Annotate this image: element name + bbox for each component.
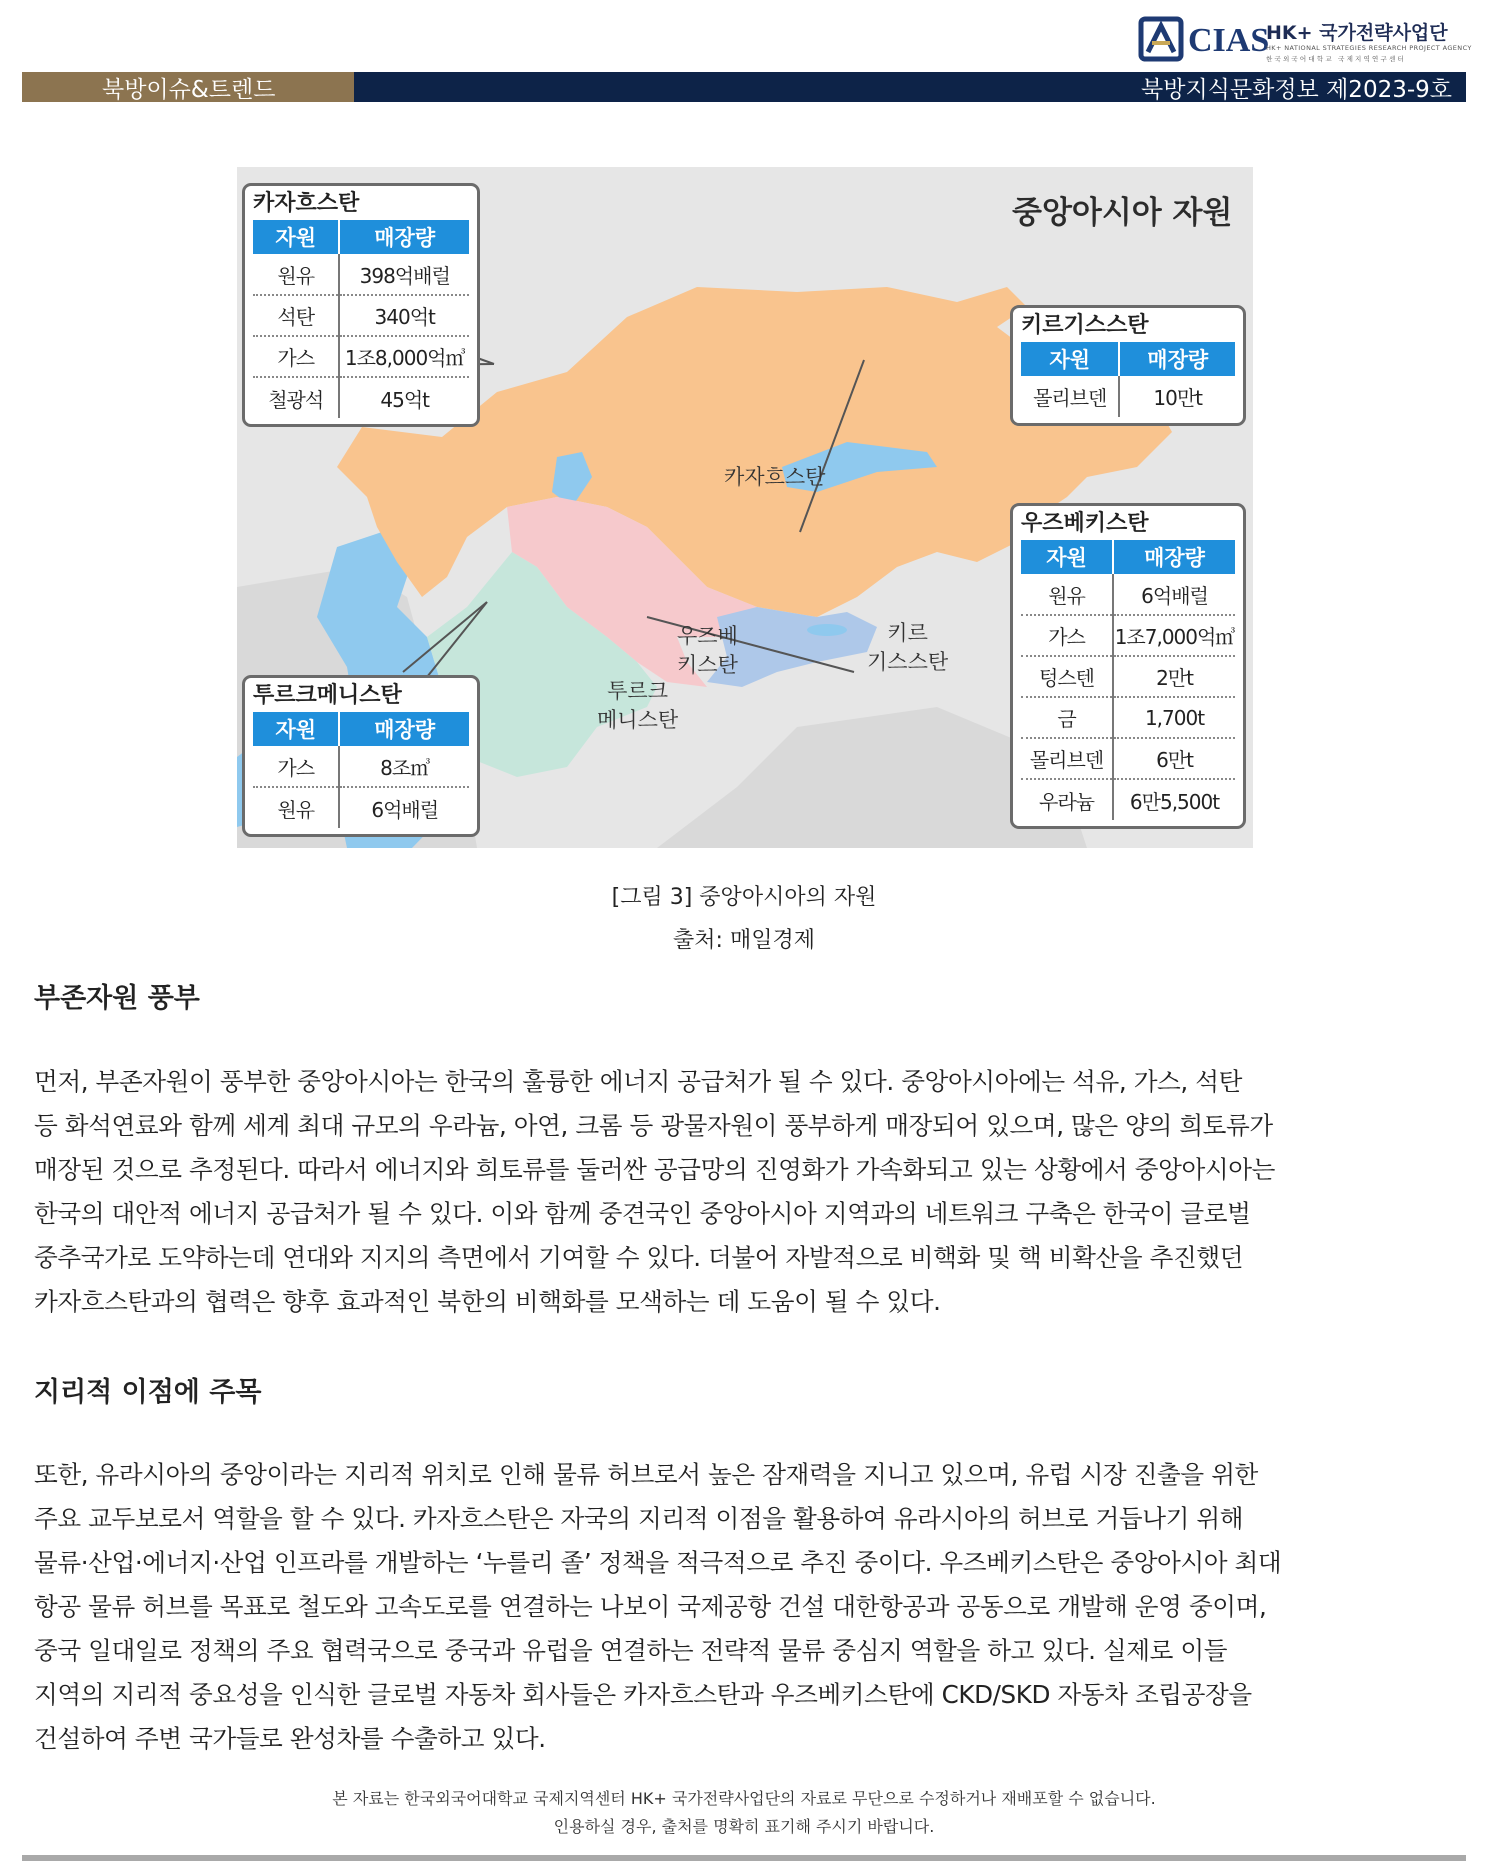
reserves-cell: 340억t (339, 295, 469, 336)
paragraph-line: 지역의 지리적 중요성을 인식한 글로벌 자동차 회사들은 카자흐스탄과 우즈베키스탄에 CKD/SKD 자동차 조립공장을 (34, 1680, 1252, 1709)
section-heading-geography: 지리적 이점에 주목 (34, 1377, 262, 1408)
paragraph-line: 중국 일대일로 정책의 주요 협력국으로 중국과 유럽을 연결하는 전략적 물류 중심지 역할을 하고 있다. 실제로 이들 (34, 1636, 1228, 1665)
section-heading-resources: 부존자원 풍부 (34, 983, 200, 1014)
paragraph-line: 카자흐스탄과의 협력은 향후 효과적인 북한의 비핵화를 모색하는 데 도움이 될 수 있다. (34, 1287, 941, 1316)
paragraph-line: 주요 교두보로서 역할을 할 수 있다. 카자흐스탄은 자국의 지리적 이점을 활용하여 유라시아의 허브로 거듭나기 위해 (34, 1504, 1244, 1533)
paragraph-line: 등 화석연료와 함께 세계 최대 규모의 우라늄, 아연, 크롬 등 광물자원이 풍부하게 매장되어 있으며, 많은 양의 희토류가 (34, 1111, 1273, 1140)
reserves-cell: 398억배럴 (339, 254, 469, 295)
table-row (253, 746, 469, 787)
reserves-cell: 10만t (1153, 386, 1203, 410)
table-row (253, 377, 469, 418)
footer-divider (22, 1855, 1466, 1861)
table-row (253, 787, 469, 828)
resource-cell: 원유 (1021, 574, 1113, 615)
reserves-cell: 6만t (1113, 738, 1235, 779)
map-label-uzbekistan-line2: 키스탄 (677, 653, 738, 677)
section-paragraph-resources (34, 1060, 1454, 1324)
resource-box-kazakhstan (242, 183, 480, 427)
reserves-cell: 6억배럴 (1113, 574, 1235, 615)
resource-box-kyrgyzstan (1010, 305, 1246, 426)
map-label-kyrgyzstan-line2: 기스스탄 (867, 650, 949, 674)
resource-table (1021, 540, 1235, 820)
paragraph-line: 건설하여 주변 국가들로 완성차를 수출하고 있다. (34, 1724, 546, 1753)
resource-cell: 우라늄 (1021, 779, 1113, 820)
section-paragraph-geography (34, 1453, 1454, 1761)
resource-box-title: 키르기스스탄 (1021, 313, 1149, 338)
paragraph-line: 한국의 대안적 에너지 공급처가 될 수 있다. 이와 함께 중견국인 중앙아시아 지역과의 네트워크 구축은 한국이 글로벌 (34, 1199, 1251, 1228)
reserves-cell: 1조8,000억㎥ (339, 336, 469, 377)
resource-cell: 원유 (253, 254, 339, 295)
reserves-cell: 6억배럴 (371, 797, 439, 822)
col-header-reserves: 매장량 (339, 712, 469, 746)
col-header-reserves: 매장량 (339, 220, 469, 254)
footer-notice-line1: 본 자료는 한국외국어대학교 국제지역센터 HK+ 국가전략사업단의 자료로 무단으로 수정하거나 재배포할 수 없습니다. (332, 1789, 1156, 1808)
col-header-resource: 자원 (253, 712, 339, 746)
map-label-uzbekistan-line1: 우즈베 (677, 624, 738, 648)
paragraph-line: 물류·산업·에너지·산업 인프라를 개발하는 ‘누를리 졸’ 정책을 적극적으로 추진 중이다. 우즈베키스탄은 중앙아시아 최대 (34, 1548, 1282, 1577)
reserves-cell: 45억t (380, 387, 429, 412)
resource-box-title: 우즈베키스탄 (1021, 511, 1149, 536)
col-header-resource: 자원 (253, 220, 339, 254)
table-row (1021, 574, 1235, 615)
resource-cell: 가스 (253, 336, 339, 377)
paragraph-line: 또한, 유라시아의 중앙이라는 지리적 위치로 인해 물류 허브로서 높은 잠재력을 지니고 있으며, 유럽 시장 진출을 위한 (34, 1460, 1258, 1489)
resource-box-title: 투르크메니스탄 (253, 683, 402, 708)
map-title: 중앙아시아 자원 (1012, 195, 1233, 231)
map-label-turkmenistan-line2: 메니스탄 (597, 708, 679, 732)
logo-cias-text: CIAS (1188, 22, 1270, 59)
table-row (1021, 376, 1235, 417)
resource-cell: 석탄 (253, 295, 339, 336)
map-label-kazakhstan: 카자흐스탄 (724, 465, 826, 489)
issue-number-label: 북방지식문화정보 제2023-9호 (1141, 76, 1452, 103)
paragraph-line: 매장된 것으로 추정된다. 따라서 에너지와 희토류를 둘러싼 공급망의 진영화가 가속화되고 있는 상황에서 중앙아시아는 (34, 1155, 1275, 1184)
table-row (1021, 738, 1235, 779)
table-row (1021, 697, 1235, 738)
map-label-uzbekistan (677, 622, 738, 680)
resource-box-turkmenistan (242, 675, 480, 837)
resource-cell: 철광석 (253, 377, 339, 418)
col-header-resource: 자원 (1021, 342, 1119, 376)
resource-cell: 금 (1021, 697, 1113, 738)
figure-source: 출처: 매일경제 (673, 928, 815, 953)
map-label-turkmenistan-line1: 투르크 (607, 679, 668, 703)
cias-logo (1138, 14, 1472, 66)
resource-box-title: 카자흐스탄 (253, 191, 360, 216)
logo-title: HK+ 국가전략사업단 (1266, 22, 1448, 44)
issyk-kul-lake (807, 624, 847, 636)
resource-cell: 가스 (1021, 615, 1113, 656)
table-row (253, 295, 469, 336)
table-row (1021, 615, 1235, 656)
paragraph-line: 항공 물류 허브를 목표로 철도와 고속도로를 연결하는 나보이 국제공항 건설 대한항공과 공동으로 개발해 운영 중이며, (34, 1592, 1267, 1621)
reserves-cell: 2만t (1113, 656, 1235, 697)
logo-subtitle-en: HK+ NATIONAL STRATEGIES RESEARCH PROJECT AGENCY (1266, 44, 1472, 52)
map-label-kyrgyzstan-line1: 키르 (887, 621, 928, 645)
section-category-band (22, 72, 354, 102)
figure-caption: [그림 3] 중앙아시아의 자원 (611, 885, 877, 910)
resource-table (253, 220, 469, 418)
central-asia-resource-map (237, 167, 1253, 848)
footer-notice-line2: 인용하실 경우, 출처를 명확히 표기해 주시기 바랍니다. (553, 1817, 935, 1836)
resource-cell: 몰리브덴 (1021, 738, 1113, 779)
col-header-resource: 자원 (1021, 540, 1113, 574)
resource-cell: 텅스텐 (1021, 656, 1113, 697)
table-row (253, 254, 469, 295)
paragraph-line: 먼저, 부존자원이 풍부한 중앙아시아는 한국의 훌륭한 에너지 공급처가 될 수 있다. 중앙아시아에는 석유, 가스, 석탄 (34, 1067, 1242, 1096)
reserves-cell: 6만5,500t (1129, 789, 1220, 814)
resource-box-uzbekistan (1010, 503, 1246, 829)
reserves-cell: 1,700t (1113, 697, 1235, 738)
map-label-turkmenistan (597, 677, 678, 735)
reserves-cell: 1조7,000억㎥ (1113, 615, 1235, 656)
resource-table (1021, 342, 1235, 417)
section-category-label: 북방이슈&트렌드 (102, 76, 276, 103)
table-row (1021, 656, 1235, 697)
paragraph-line: 중추국가로 도약하는데 연대와 지지의 측면에서 기여할 수 있다. 더불어 자발적으로 비핵화 및 핵 비확산을 추진했던 (34, 1243, 1244, 1272)
resource-cell: 원유 (253, 787, 339, 828)
cias-emblem-icon (1138, 16, 1184, 62)
resource-cell: 몰리브덴 (1021, 376, 1119, 417)
issue-number-band (354, 72, 1466, 102)
map-label-kyrgyzstan (867, 619, 948, 677)
resource-table (253, 712, 469, 828)
reserves-cell: 8조㎥ (339, 746, 469, 787)
col-header-reserves: 매장량 (1119, 342, 1235, 376)
resource-cell: 가스 (253, 746, 339, 787)
table-row (1021, 779, 1235, 820)
table-row (253, 336, 469, 377)
col-header-reserves: 매장량 (1113, 540, 1235, 574)
logo-subtitle-ko: 한국외국어대학교 국제지역연구센터 (1266, 55, 1406, 63)
